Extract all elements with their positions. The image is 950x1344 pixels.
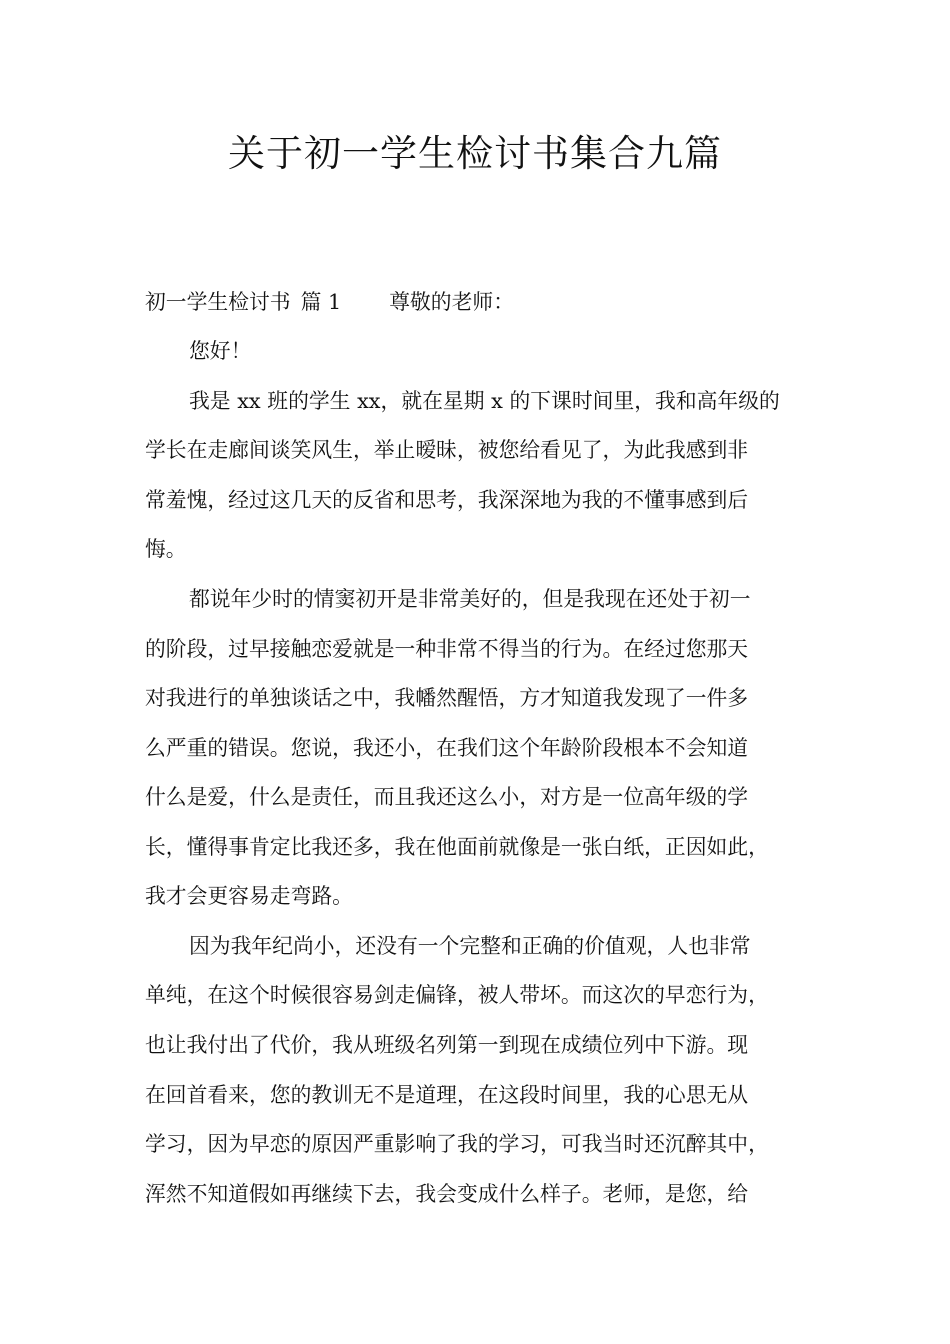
paragraph-line: 浑然不知道假如再继续下去，我会变成什么样子。老师，是您，给 [145, 1182, 749, 1206]
paragraph-line: 因为我年纪尚小，还没有一个完整和正确的价值观，人也非常 [189, 934, 751, 958]
paragraph-line: 长，懂得事肯定比我还多，我在他面前就像是一张白纸，正因如此， [145, 835, 769, 859]
document-title: 关于初一学生检讨书集合九篇 [228, 132, 722, 175]
paragraph-line: 我才会更容易走弯路。 [145, 884, 353, 908]
paragraph-line: 学习，因为早恋的原因严重影响了我的学习，可我当时还沉醉其中， [145, 1132, 769, 1156]
paragraph-line: 在回首看来，您的教训无不是道理，在这段时间里，我的心思无从 [145, 1083, 749, 1107]
section-number: 篇 1 [300, 290, 342, 314]
paragraph-line: 悔。 [145, 537, 187, 561]
paragraph-line: 也让我付出了代价，我从班级名列第一到现在成绩位列中下游。现 [145, 1033, 749, 1057]
paragraph-line: 的阶段，过早接触恋爱就是一种非常不得当的行为。在经过您那天 [145, 637, 749, 661]
section-label: 初一学生检讨书 [145, 290, 291, 314]
greeting: 您好！ [189, 339, 252, 363]
paragraph-line: 什么是爱，什么是责任，而且我还这么小，对方是一位高年级的学 [145, 785, 749, 809]
paragraph-line: 都说年少时的情窦初开是非常美好的，但是我现在还处于初一 [189, 587, 751, 611]
paragraph-line: 常羞愧，经过这几天的反省和思考，我深深地为我的不懂事感到后 [145, 488, 749, 512]
paragraph-line: 单纯，在这个时候很容易剑走偏锋，被人带坏。而这次的早恋行为， [145, 983, 769, 1007]
section-heading [145, 287, 825, 317]
salutation: 尊敬的老师： [389, 290, 514, 314]
paragraph-line: 么严重的错误。您说，我还小，在我们这个年龄阶段根本不会知道 [145, 736, 749, 760]
paragraph-line: 学长在走廊间谈笑风生，举止暧昧，被您给看见了，为此我感到非 [145, 438, 749, 462]
paragraph-line: 我是 xx 班的学生 xx，就在星期 x 的下课时间里，我和高年级的 [189, 389, 780, 413]
paragraph-line: 对我进行的单独谈话之中，我幡然醒悟，方才知道我发现了一件多 [145, 686, 749, 710]
